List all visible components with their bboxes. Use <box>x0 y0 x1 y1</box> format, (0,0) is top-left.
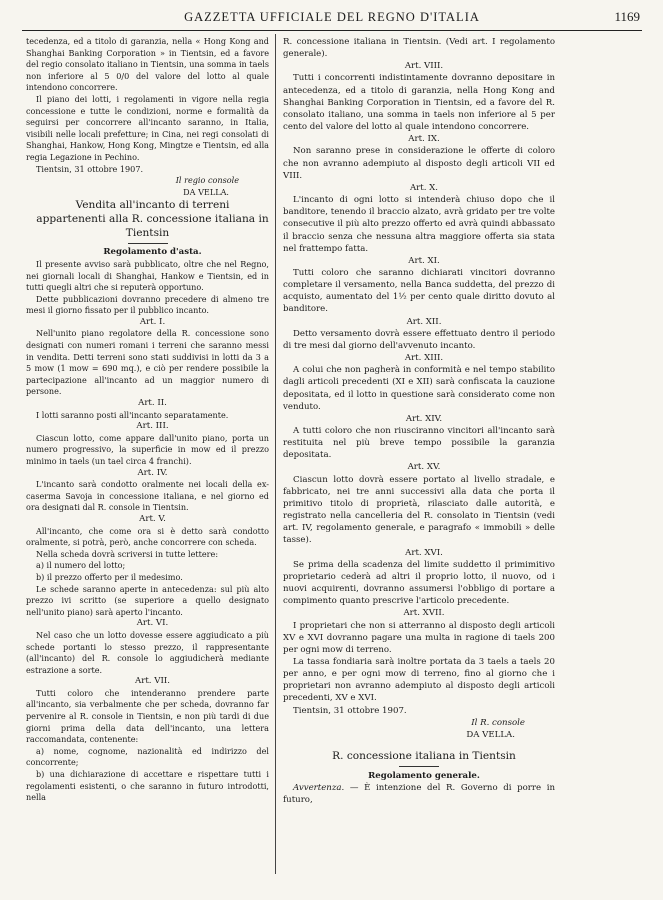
article-heading: Art. XV. <box>407 462 441 473</box>
article-heading: Art. XIII. <box>404 353 444 364</box>
article-text: Detto versamento dovrà essere effettuato dentro il periodo di tre mesi dal giorno dell'avvenuto incanto. <box>283 328 555 351</box>
article-heading: Art. XIV. <box>405 413 443 424</box>
page-header <box>22 4 642 31</box>
section-title: Vendita all'incanto di terreni <box>75 199 230 212</box>
paragraph: R. concessione italiana in Tientsin. (Vedi art. I regolamento generale). <box>283 37 555 60</box>
right-column <box>283 36 555 807</box>
article-text: La tassa fondiaria sarà inoltre portata da 3 taels a taels 20 per anno, e per ogni mow di terreno, fino al giorno che i proprietari non avranno adempiuto al disposto degli articoli precedenti, XV e XVI. <box>283 656 555 704</box>
paragraph: Dette pubblicazioni dovranno precedere di almeno tre mesi il giorno fissato per il pubblico incanto. <box>26 293 269 316</box>
article-heading: Art. XVII. <box>403 608 445 619</box>
article-text: Ciascun lotto dovrà essere portato al livello stradale, e fabbricato, nei tre anni successivi alla data che porta il primitivo titolo di proprietà, rilasciato dalle autorità, e registrato nella cancelleria del R. consolato in Tientsin (vedi art. IV, regolamento generale, e paragrafo « immobili » delle tasse). <box>283 474 555 546</box>
article-text: Nella scheda dovrà scriversi in tutte lettere: <box>36 548 219 559</box>
article-heading: Art. II. <box>138 398 167 409</box>
article-text: Tutti coloro che intenderanno prendere parte all'incanto, sia verbalmente che per scheda, dovranno far pervenire al R. console in Tientsin, e non più tardi di due giorni prima della data dell'incanto, una lettera raccomandata, contenente: <box>26 687 269 745</box>
article-heading: Art. XI. <box>408 255 440 266</box>
article-heading: Art. IV. <box>137 467 168 478</box>
article-text: L'incanto di ogni lotto si intenderà chiuso dopo che il banditore, tenendo il braccio alzato, avrà gridato per tre volte consecutive il più alto prezzo offerto ed avrà quindi abbassato il braccio senza che nessuna altra maggiore offerta sia stata nel frattempo fatta. <box>283 195 555 254</box>
section-subtitle: appartenenti alla R. concessione italiana in Tientsin <box>36 213 269 240</box>
rule <box>128 243 168 244</box>
article-heading: Art. X. <box>409 182 439 193</box>
regulation-heading: Regolamento d'asta. <box>103 247 202 258</box>
article-text: Tutti coloro che saranno dichiarati vincitori dovranno completare il versamento, nella Banca suddetta, del prezzo di acquisto, aumentato del 1½ per cento quale diritto dovuto al banditore. <box>283 267 555 315</box>
regulation-heading: Regolamento generale. <box>368 771 480 782</box>
article-text: Nel caso che un lotto dovesse essere aggiudicato a più schede portanti lo stesso prezzo, il rappresentante (all'incanto) del R. console lo aggiudicherà mediante estrazione a sorte. <box>26 629 269 675</box>
page-number: 1169 <box>614 9 640 24</box>
article-heading: Art. V. <box>139 513 166 524</box>
warning-label: Avvertenza. <box>293 783 345 794</box>
article-text: A tutti coloro che non riusciranno vincitori all'incanto sarà restituita nel più breve tempo possibile la garanzia depositata. <box>283 426 555 461</box>
article-text: a) il numero del lotto; <box>36 560 126 571</box>
paragraph: Il presente avviso sarà pubblicato, oltre che nel Regno, nei giornali locali di Shanghai, Hankow e Tientsin, ed in tutti quegli altri che si reputerà opportuno. <box>26 258 269 293</box>
article-text: b) il prezzo offerto per il medesimo. <box>36 571 183 582</box>
article-text: b) una dichiarazione di accettare e rispettare tutti i regolamenti esistenti, o che saranno in futuro introdotti, nella <box>26 769 269 803</box>
date: Tientsin, 31 ottobre 1907. <box>36 163 144 174</box>
column-divider <box>275 34 276 874</box>
left-column <box>26 36 269 804</box>
article-heading: Art. VII. <box>135 676 170 687</box>
article-text: A colui che non pagherà in conformità e nel tempo stabilito dagli articoli precedenti (XI e XII) sarà confiscata la cauzione depositata, ed il lotto in questione sarà considerato come non venduto. <box>283 365 555 412</box>
paragraph <box>283 782 555 806</box>
article-text: Ciascun lotto, come appare dall'unito piano, porta un numero progressivo, la superficie in mow ed il prezzo minimo in taels (un tael circa 4 franchi). <box>26 432 269 466</box>
article-heading: Art. XII. <box>406 316 442 327</box>
date: Tientsin, 31 ottobre 1907. <box>293 705 407 716</box>
signature-name: DA VELLA. <box>183 186 229 197</box>
article-text: Non saranno prese in considerazione le offerte di coloro che non avranno adempiuto al disposto degli articoli VII ed VIII. <box>283 146 555 181</box>
article-text: L'incanto sarà condotto oralmente nei locali della ex-caserma Savoja in concessione italiana, e nel giorno ed ora designati dal R. console in Tientsin. <box>26 479 269 513</box>
signature-name: DA VELLA. <box>466 729 515 740</box>
article-heading: Art. III. <box>136 421 169 432</box>
article-text: a) nome, cognome, nazionalità ed indirizzo del concorrente; <box>26 745 269 768</box>
article-text: Le schede saranno aperte in antecedenza: sul più alto prezzo ivi scritto (se superiore a quello designato nell'unito piano) sarà aperto l'incanto. <box>26 583 269 617</box>
article-heading: Art. IX. <box>408 134 440 145</box>
article-heading: Art. I. <box>139 316 166 327</box>
paragraph: Il piano dei lotti, i regolamenti in vigore nella regia concessione e tutte le condizioni, norme e formalità da seguirsi per concorrere all'incanto saranno, in Italia, visibili nelle locali prefetture; in Cina, nei regi consolati di Shanghai, Hankow, Hong Kong, Mingtze e Tientsin, ed alla regia Legazione in Pechino. <box>26 93 269 162</box>
rule <box>399 766 439 767</box>
article-text: All'incanto, che come ora si è detto sarà condotto oralmente, si potrà, però, anche concorrere con scheda. <box>26 525 269 548</box>
signature-title: Il R. console <box>471 717 525 728</box>
article-heading: Art. VIII. <box>404 61 444 72</box>
article-text: I proprietari che non si atterranno al disposto degli articoli XV e XVI dovranno pagare una multa in ragione di taels 200 per ogni mow di terreno. <box>283 620 555 655</box>
article-text: Nell'unito piano regolatore della R. concessione sono designati con numeri romani i terreni che saranno messi in vendita. Detti terreni sono stati suddivisi in lotti da 3 a 5 mow (1 mow = 690 mq.), e ciò per rendere possibile la partecipazione all'incanto ad un maggior numero di persone. <box>26 328 269 397</box>
section-title: R. concessione italiana in Tientsin <box>332 750 516 763</box>
warning-text: — È intenzione del R. Governo di porre in futuro, <box>283 783 556 806</box>
article-text: I lotti saranno posti all'incanto separatamente. <box>36 409 229 420</box>
article-heading: Art. VI. <box>136 618 169 629</box>
signature-title: Il regio console <box>175 175 239 186</box>
article-heading: Art. XVI. <box>405 547 443 558</box>
journal-title: GAZZETTA UFFICIALE DEL REGNO D'ITALIA <box>184 10 480 24</box>
article-text: Tutti i concorrenti indistintamente dovranno depositare in antecedenza, ed a titolo di garanzia, nella Hong Kong and Shanghai Banking Corporation in Tientsin, ed a favore del R. consolato italiano, una somma in taels non inferiore al 5 per cento del valore del lotto al quale intendono concorrere. <box>283 73 555 133</box>
paragraph: tecedenza, ed a titolo di garanzia, nella « Hong Kong and Shanghai Banking Corporation » in Tientsin, ed a favore del regio consolato italiano in Tientsin, una somma in taels non inferiore al 5 0/0 del valore del lotto al quale intendono concorrere. <box>26 36 269 93</box>
article-text: Se prima della scadenza del limite suddetto il primimitivo proprietario cederà ad altri il proprio lotto, il nuovo, od i nuovi acquirenti, dovranno assumersi l'obbligo di portare a compimento quanto prescrive l'articolo precedente. <box>283 559 555 607</box>
